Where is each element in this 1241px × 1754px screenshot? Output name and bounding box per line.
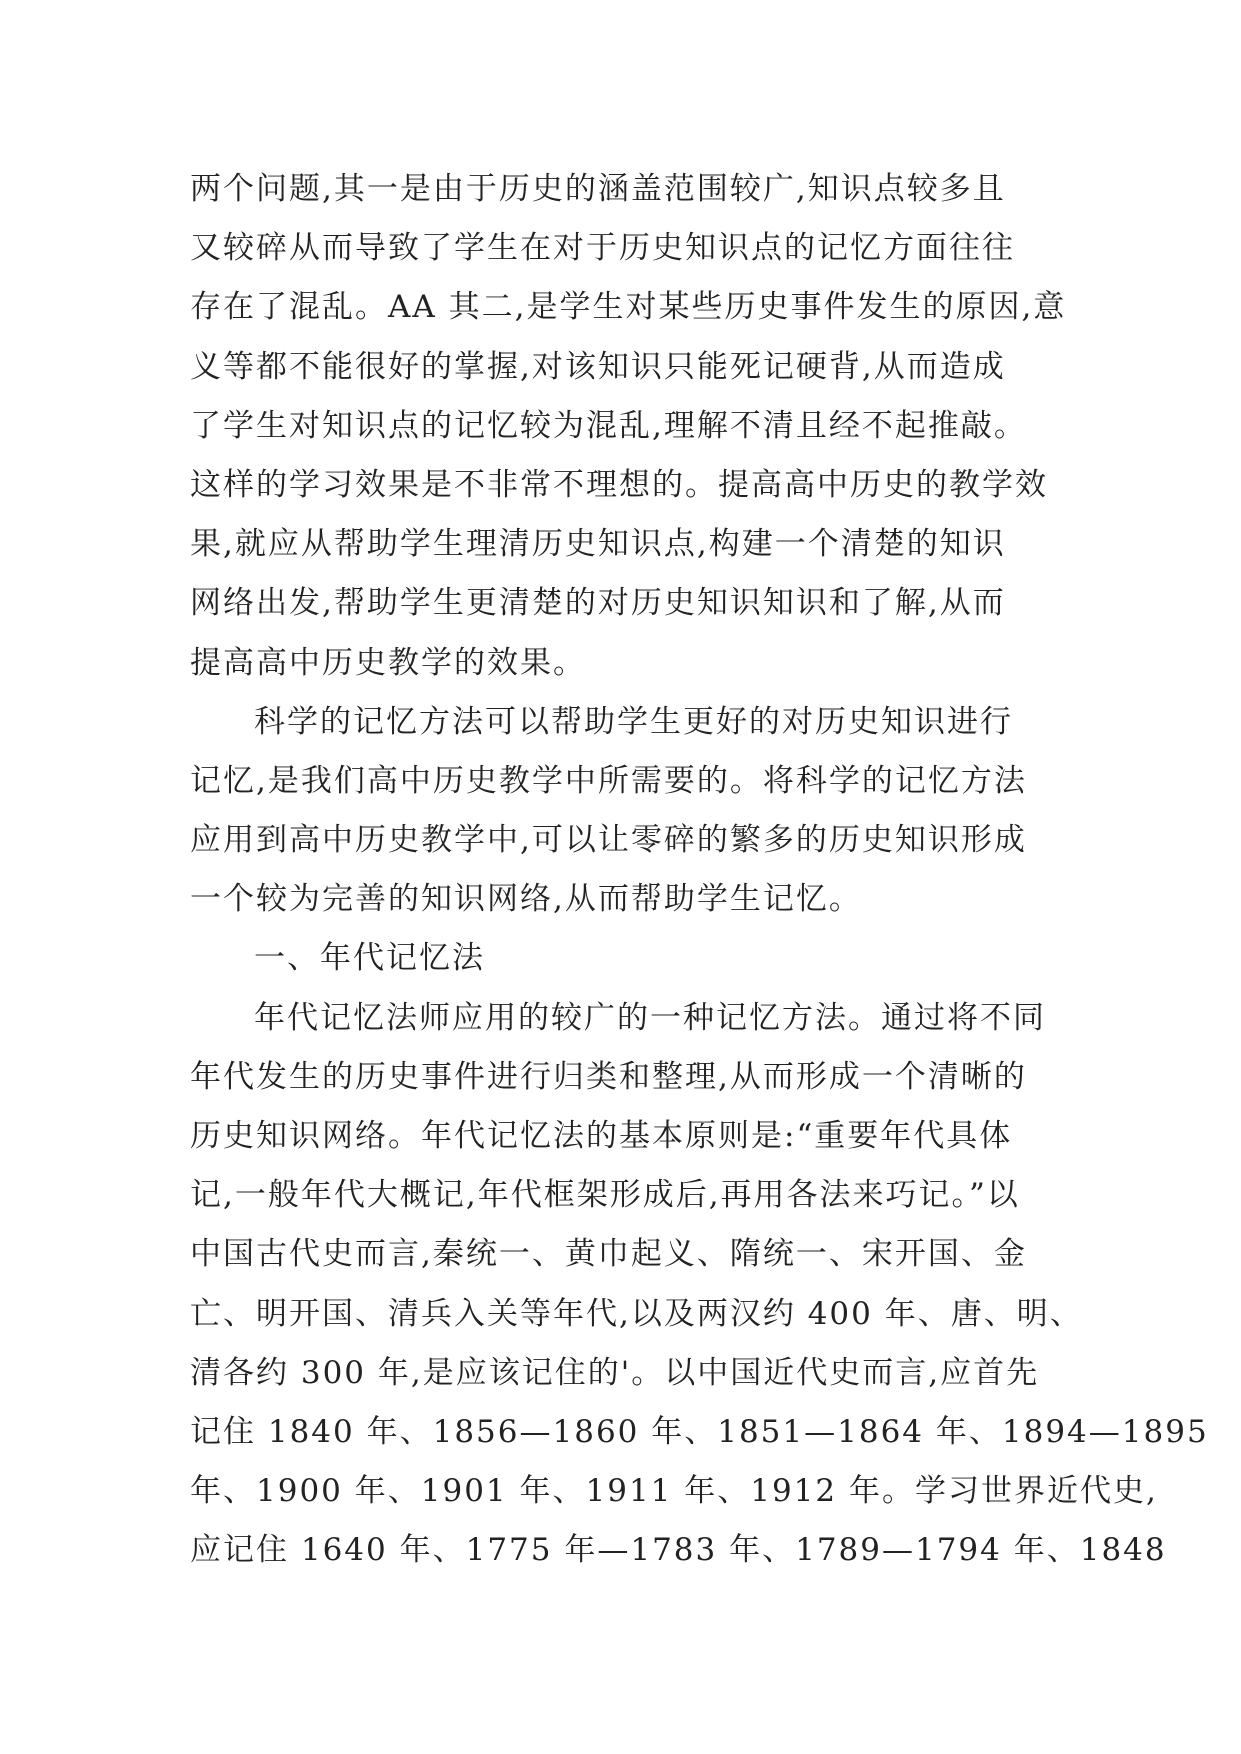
text-line: 中国古代史而言,秦统一、黄巾起义、隋统一、宋开国、金 <box>190 1236 1027 1273</box>
text-line: 网络出发,帮助学生更清楚的对历史知识知识和了解,从而 <box>190 585 1006 622</box>
text-line: 年代发生的历史事件进行归类和整理,从而形成一个清晰的 <box>190 1058 1027 1095</box>
text-line: 年代记忆法师应用的较广的一种记忆方法。通过将不同 <box>254 999 1046 1036</box>
text-line: 这样的学习效果是不非常不理想的。提高高中历史的教学效 <box>190 466 1048 503</box>
text-line: 历史知识网络。年代记忆法的基本原则是:“重要年代具体 <box>190 1118 1013 1154</box>
text-line: 记,一般年代大概记,年代框架形成后,再用各法来巧记。”以 <box>190 1177 1020 1214</box>
text-line: 提高高中历史教学的效果。 <box>190 644 586 681</box>
text-line: 义等都不能很好的掌握,对该知识只能死记硬背,从而造成 <box>190 348 1006 385</box>
text-line: 清各约 300 年,是应该记住的'。以中国近代史而言,应首先 <box>190 1354 1040 1391</box>
text-line: 亡、明开国、清兵入关等年代,以及两汉约 400 年、唐、明、 <box>190 1295 1083 1332</box>
text-line: 果,就应从帮助学生理清历史知识点,构建一个清楚的知识 <box>190 526 1006 563</box>
text-line: 年、1900 年、1901 年、1911 年、1912 年。学习世界近代史, <box>190 1473 1158 1510</box>
text-line: 科学的记忆方法可以帮助学生更好的对历史知识进行 <box>254 703 1013 740</box>
body-text <box>190 160 1209 1581</box>
text-line: 一个较为完善的知识网络,从而帮助学生记忆。 <box>190 881 862 918</box>
text-line: 记住 1840 年、1856—1860 年、1851—1864 年、1894—1895 <box>190 1413 1209 1450</box>
text-line: 应用到高中历史教学中,可以让零碎的繁多的历史知识形成 <box>190 822 1027 859</box>
text-line: 存在了混乱。AA 其二,是学生对某些历史事件发生的原因,意 <box>190 289 1067 326</box>
text-line: 记忆,是我们高中历史教学中所需要的。将科学的记忆方法 <box>190 762 1027 799</box>
text-line: 一、年代记忆法 <box>254 940 485 977</box>
text-line: 应记住 1640 年、1775 年—1783 年、1789—1794 年、1848 <box>190 1532 1167 1569</box>
text-line: 又较碎从而导致了学生在对于历史知识点的记忆方面往往 <box>190 230 1015 267</box>
text-line: 了学生对知识点的记忆较为混乱,理解不清且经不起推敲。 <box>190 407 1027 444</box>
text-line: 两个问题,其一是由于历史的涵盖范围较广,知识点较多且 <box>190 171 1006 207</box>
